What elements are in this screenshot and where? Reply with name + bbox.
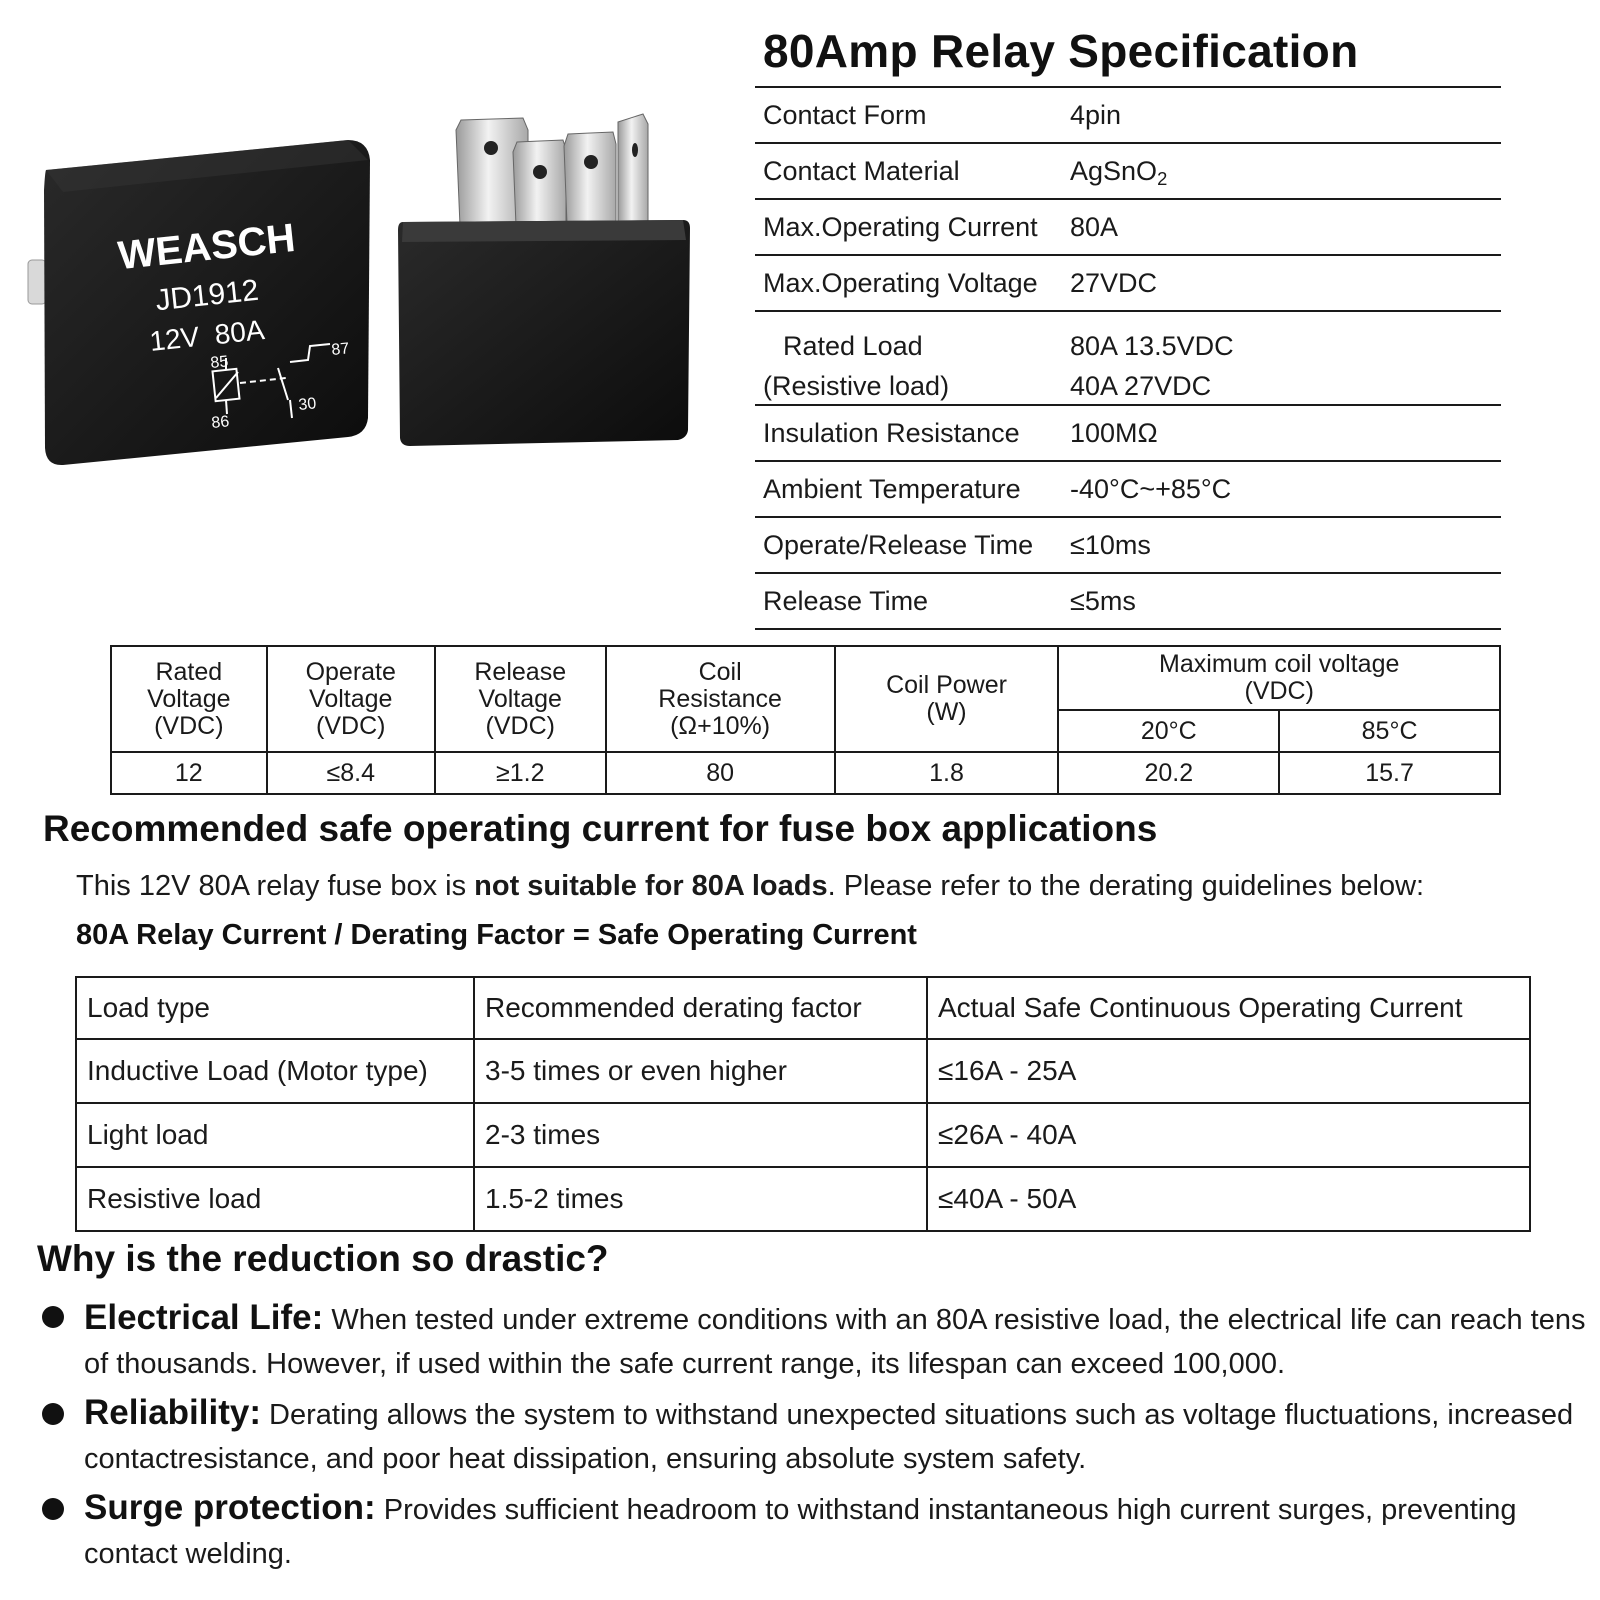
coil-cell: ≤8.4: [267, 752, 435, 794]
bullet-dot-icon: [42, 1403, 64, 1425]
relay-brand-label: WEASCH: [115, 215, 298, 279]
derating-cell: Inductive Load (Motor type): [76, 1039, 474, 1103]
spec-label: Contact Form: [763, 100, 927, 130]
spec-value: ≤5ms: [1070, 586, 1136, 616]
spec-value: [1070, 156, 1167, 190]
header-line: Voltage: [309, 684, 393, 713]
spec-row: [755, 404, 1501, 460]
bullet-body: When tested under extreme conditions with an 80A resistive load, the electrical life can reach tens of thousands. However, if used within the safe current range, its lifespan can exceed 100,000.: [84, 1304, 1586, 1380]
relay-rating-label: 12V 80A: [148, 314, 266, 357]
bullet-heading: Surge protection:: [84, 1488, 376, 1527]
bullet-heading: Reliability:: [84, 1393, 261, 1432]
spec-title: 80Amp Relay Specification: [763, 25, 1359, 77]
spec-label: Max.Operating Current: [763, 212, 1038, 242]
spec-value-subscript: 2: [1157, 168, 1168, 190]
coil-table-row: [111, 752, 1500, 794]
header-line: (VDC): [316, 711, 386, 740]
spec-row: [755, 516, 1501, 572]
spec-label: Contact Material: [763, 156, 960, 186]
spec-row: [755, 142, 1501, 198]
why-title: Why is the reduction so drastic?: [37, 1238, 609, 1279]
spec-label: Insulation Resistance: [763, 418, 1020, 448]
derating-header: Load type: [76, 977, 474, 1039]
spec-value-main: AgSnO: [1070, 156, 1158, 186]
spec-value: -40°C~+85°C: [1070, 474, 1232, 504]
para-text: . Please refer to the derating guidelines below:: [827, 870, 1425, 902]
coil-header-release-voltage: [435, 646, 606, 752]
pin-85-label: 85: [209, 353, 230, 372]
bullet-text: [84, 1296, 1594, 1386]
recommend-title: Recommended safe operating current for fuse box applications: [43, 808, 1158, 849]
para-bold-text: not suitable for 80A loads: [474, 870, 828, 902]
coil-header-rated-voltage: [111, 646, 267, 752]
derating-header-row: [76, 977, 1530, 1039]
spec-row: [755, 198, 1501, 254]
derating-cell: 1.5-2 times: [474, 1167, 927, 1231]
spec-value: ≤10ms: [1070, 530, 1151, 560]
derating-cell: Resistive load: [76, 1167, 474, 1231]
coil-table-header-row: [111, 646, 1500, 710]
bullet-text: [84, 1391, 1594, 1481]
spec-row: [755, 310, 1501, 404]
header-line: (VDC): [1244, 677, 1314, 705]
relay-model-label: JD1912: [153, 273, 261, 318]
spec-row: [755, 460, 1501, 516]
header-line: Rated: [155, 657, 223, 686]
relay-pin-view: [398, 114, 690, 446]
derating-cell: 3-5 times or even higher: [474, 1039, 927, 1103]
coil-header-coil-power: [835, 646, 1059, 752]
coil-cell: 80: [606, 752, 835, 794]
derating-cell: ≤26A - 40A: [927, 1103, 1530, 1167]
coil-header-20c: 20°C: [1058, 710, 1279, 752]
spec-value: [1070, 326, 1234, 406]
coil-parameter-table: [110, 645, 1501, 795]
bullet-dot-icon: [42, 1306, 64, 1328]
coil-cell: ≥1.2: [435, 752, 606, 794]
pin-30-label: 30: [297, 395, 318, 414]
spec-value: 100MΩ: [1070, 418, 1158, 448]
spec-label: Release Time: [763, 586, 929, 616]
spec-table: [755, 86, 1501, 630]
header-line: Resistance: [658, 684, 782, 713]
header-line: Operate: [305, 657, 396, 686]
bullet-dot-icon: [42, 1498, 64, 1520]
header-line: Coil: [698, 657, 742, 686]
coil-header-85c: 85°C: [1279, 710, 1500, 752]
coil-header-operate-voltage: [267, 646, 435, 752]
relay-front-view: [28, 140, 370, 465]
spec-row: [755, 572, 1501, 630]
para-text: This 12V 80A relay fuse box is: [76, 870, 475, 902]
header-line: Release: [474, 657, 567, 686]
derating-cell: 2-3 times: [474, 1103, 927, 1167]
spec-value-line2: 40A 27VDC: [1070, 371, 1212, 401]
header-line: Maximum coil voltage: [1159, 650, 1400, 678]
table-row: [76, 1103, 1530, 1167]
header-line: Coil Power: [886, 671, 1007, 699]
derating-header: Actual Safe Continuous Operating Current: [927, 977, 1530, 1039]
spec-label-line1: Rated Load: [783, 331, 923, 361]
derating-formula: 80A Relay Current / Derating Factor = Safe Operating Current: [76, 919, 917, 951]
header-line: (VDC): [485, 711, 555, 740]
derating-cell: Light load: [76, 1103, 474, 1167]
spec-label: Max.Operating Voltage: [763, 268, 1038, 298]
derating-cell: ≤40A - 50A: [927, 1167, 1530, 1231]
spec-value-line1: 80A 13.5VDC: [1070, 331, 1234, 361]
spec-row: [755, 254, 1501, 310]
coil-cell: 20.2: [1058, 752, 1279, 794]
pin-87-label: 87: [330, 340, 351, 359]
coil-header-max-coil-voltage: [1058, 646, 1500, 710]
bullet-heading: Electrical Life:: [84, 1298, 324, 1337]
bullet-text: [84, 1486, 1594, 1576]
derating-cell: ≤16A - 25A: [927, 1039, 1530, 1103]
coil-cell: 15.7: [1279, 752, 1500, 794]
header-line: (VDC): [154, 711, 224, 740]
header-line: (Ω+10%): [670, 711, 771, 740]
coil-header-coil-resistance: [606, 646, 835, 752]
derating-header: Recommended derating factor: [474, 977, 927, 1039]
header-line: Voltage: [147, 684, 231, 713]
spec-value: 80A: [1070, 212, 1119, 242]
spec-value: 4pin: [1070, 100, 1122, 130]
spec-value: 27VDC: [1070, 268, 1158, 298]
spec-label: Operate/Release Time: [763, 530, 1034, 560]
spec-label-line2: (Resistive load): [763, 371, 950, 401]
header-line: (W): [926, 698, 967, 726]
spec-label: Ambient Temperature: [763, 474, 1021, 504]
coil-cell: 12: [111, 752, 267, 794]
header-line: Voltage: [478, 684, 562, 713]
derating-table: [75, 976, 1531, 1232]
recommend-paragraph: [76, 870, 1424, 903]
spec-label: [763, 326, 949, 406]
relay-product-image: [18, 100, 718, 480]
bullet-body: Provides sufficient headroom to withstand instantaneous high current surges, preventing contact welding.: [84, 1494, 1517, 1570]
table-row: [76, 1167, 1530, 1231]
spec-row: [755, 86, 1501, 142]
table-row: [76, 1039, 1530, 1103]
bullet-body: Derating allows the system to withstand unexpected situations such as voltage fluctuations, increased contactresistance, and poor heat dissipation, ensuring absolute system safety.: [84, 1399, 1574, 1475]
coil-cell: 1.8: [835, 752, 1059, 794]
pin-86-label: 86: [210, 413, 231, 432]
